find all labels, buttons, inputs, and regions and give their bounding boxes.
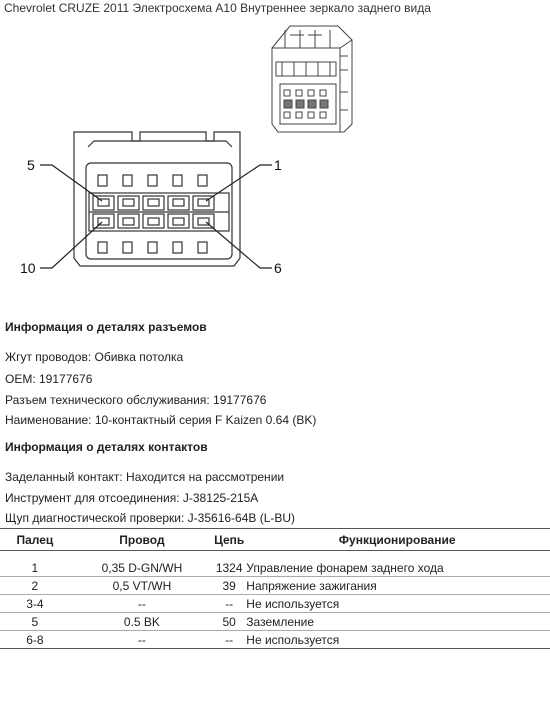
- terminal-info-heading: Информация о деталях контактов: [5, 440, 208, 454]
- oem-line: OEM: 19177676: [5, 372, 93, 386]
- cell-function: Заземление: [244, 613, 550, 631]
- table-row: [0, 595, 550, 613]
- connector-name-line: Наименование: 10-контактный серия F Kaizen 0.64 (BK): [5, 413, 317, 427]
- cell-wire: 0,5 VT/WH: [70, 577, 214, 595]
- header-function: Функционирование: [244, 529, 550, 551]
- cell-circuit: --: [214, 631, 244, 649]
- cell-wire: 0,35 D-GN/WH: [70, 559, 214, 577]
- cell-wire: --: [70, 595, 214, 613]
- pin-label-1: 1: [274, 157, 282, 173]
- pin-label-5: 5: [27, 157, 35, 173]
- header-circuit: Цепь: [214, 529, 244, 551]
- cell-function: Не используется: [244, 595, 550, 613]
- cell-function: Не используется: [244, 631, 550, 649]
- harness-line: Жгут проводов: Обивка потолка: [5, 350, 184, 364]
- cell-circuit: --: [214, 595, 244, 613]
- cell-wire: --: [70, 631, 214, 649]
- cell-function: Управление фонарем заднего хода: [244, 559, 550, 577]
- header-pin: Палец: [0, 529, 70, 551]
- cell-circuit: 50: [214, 613, 244, 631]
- cell-pin: 1: [0, 559, 70, 577]
- service-connector-line: Разъем технического обслуживания: 19177676: [5, 393, 267, 407]
- pin-table-header: [0, 529, 550, 551]
- release-tool-line: Инструмент для отсоединения: J-38125-215A: [5, 491, 259, 505]
- cell-circuit: 39: [214, 577, 244, 595]
- pin-table: [0, 528, 550, 649]
- connector-diagram: [0, 0, 550, 300]
- connector-3d-view: [272, 26, 352, 132]
- cell-pin: 2: [0, 577, 70, 595]
- terminated-lead-line: Заделанный контакт: Находится на рассмотрении: [5, 470, 285, 484]
- diagnostic-probe-line: Щуп диагностической проверки: J-35616-64B (L-BU): [5, 511, 296, 525]
- table-row: [0, 613, 550, 631]
- cell-function: Напряжение зажигания: [244, 577, 550, 595]
- table-row: [0, 559, 550, 577]
- page-title: Chevrolet CRUZE 2011 Электросхема A10 Внутреннее зеркало заднего вида: [4, 1, 431, 15]
- cell-pin: 3-4: [0, 595, 70, 613]
- table-row: [0, 577, 550, 595]
- connector-info-heading: Информация о деталях разъемов: [5, 320, 207, 334]
- cell-pin: 5: [0, 613, 70, 631]
- pin-label-6: 6: [274, 260, 282, 276]
- cell-pin: 6-8: [0, 631, 70, 649]
- pin-label-10: 10: [20, 260, 36, 276]
- table-row: [0, 631, 550, 649]
- cell-wire: 0.5 BK: [70, 613, 214, 631]
- cell-circuit: 1324: [215, 560, 243, 575]
- header-wire: Провод: [70, 529, 214, 551]
